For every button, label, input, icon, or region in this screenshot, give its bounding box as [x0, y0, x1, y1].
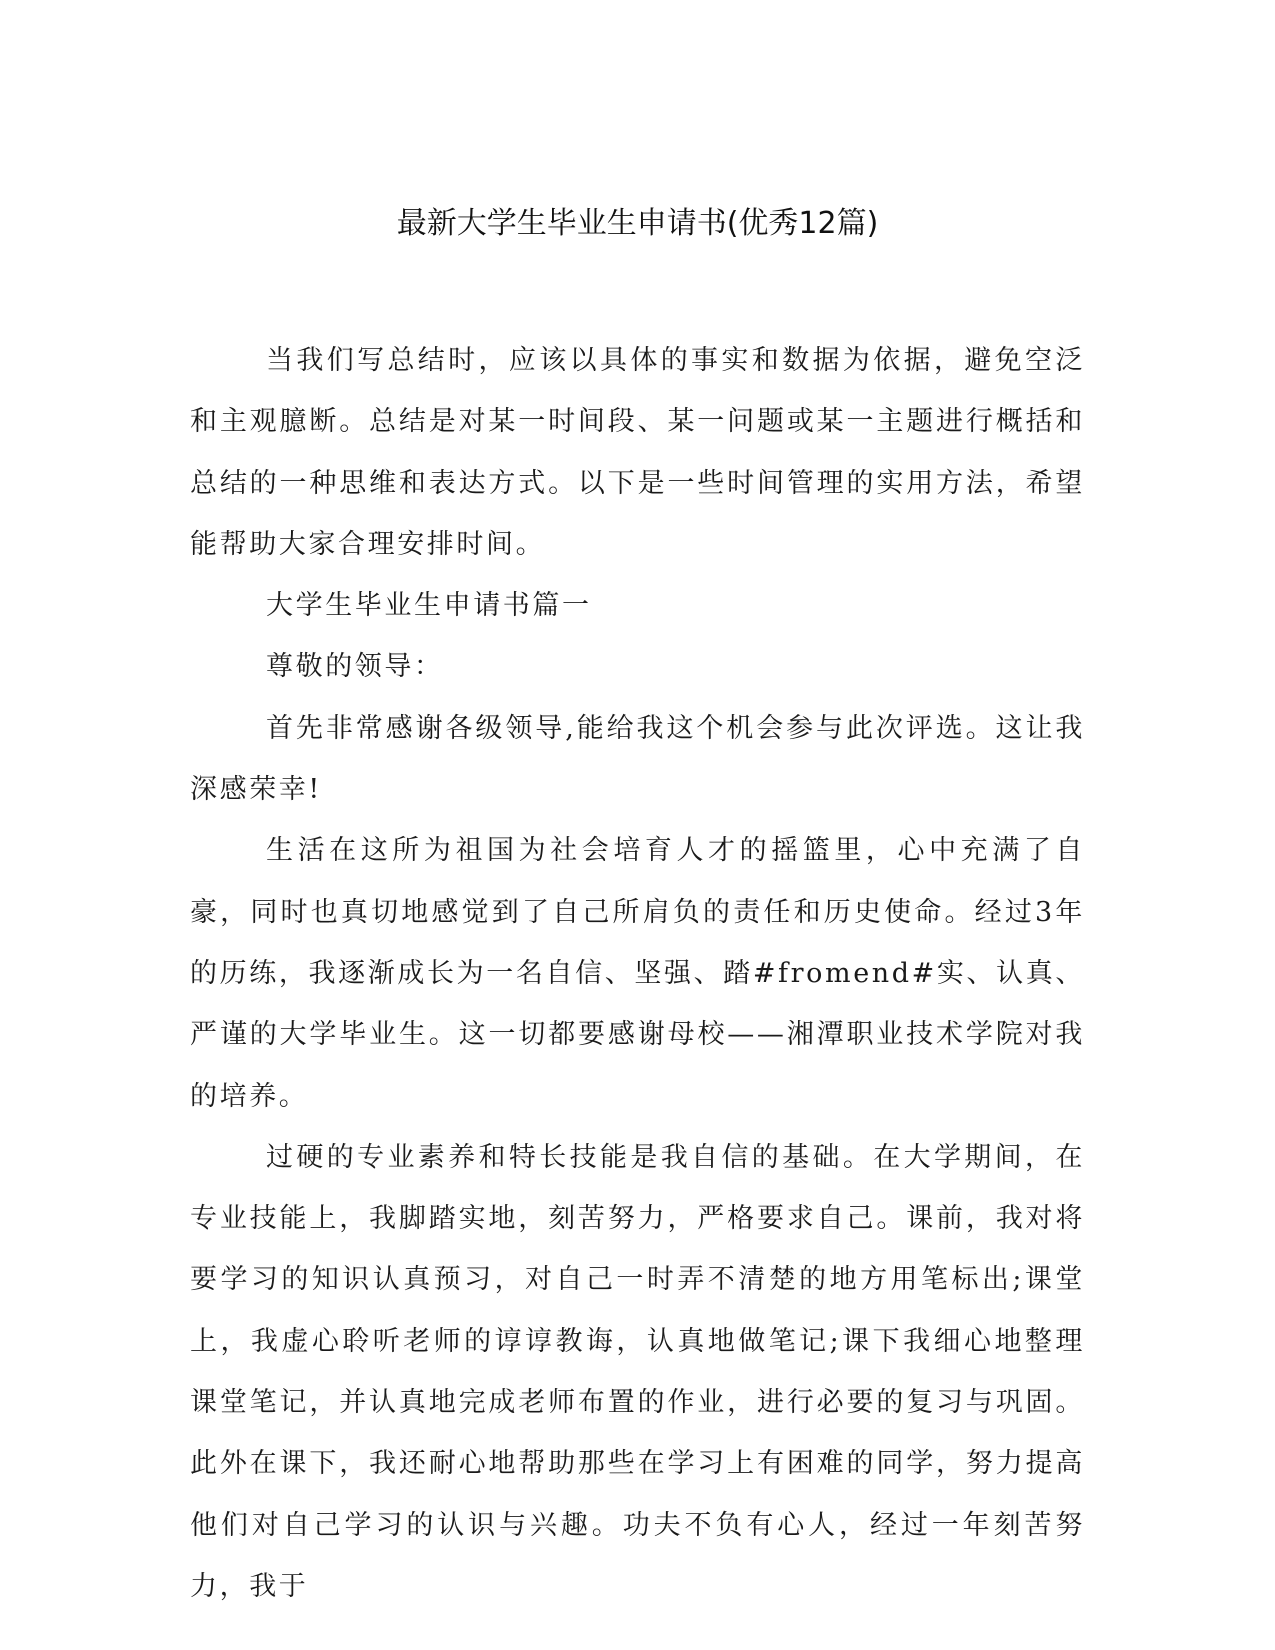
document-title: 最新大学生毕业生申请书(优秀12篇) — [396, 206, 879, 241]
body-paragraph: 生活在这所为祖国为社会培育人才的摇篮里，心中充满了自豪，同时也真切地感觉到了自己所肩负的责任和历史使命。经过3年的历练，我逐渐成长为一名自信、坚强、踏#fromend#实、认真、严谨的大学毕业生。这一切都要感谢母校——湘潭职业技术学院对我的培养。 — [190, 835, 1085, 1112]
body-paragraph: 首先非常感谢各级领导,能给我这个机会参与此次评选。这让我深感荣幸! — [190, 712, 1085, 806]
intro-paragraph: 当我们写总结时，应该以具体的事实和数据为依据，避免空泛和主观臆断。总结是对某一时间段、某一问题或某一主题进行概括和总结的一种思维和表达方式。以下是一些时间管理的实用方法，希望能帮助大家合理安排时间。 — [190, 345, 1085, 560]
document-body — [190, 330, 1085, 1617]
section-heading: 大学生毕业生申请书篇一 — [266, 590, 592, 622]
body-paragraph: 过硬的专业素养和特长技能是我自信的基础。在大学期间，在专业技能上，我脚踏实地，刻苦努力，严格要求自己。课前，我对将要学习的知识认真预习，对自己一时弄不清楚的地方用笔标出;课堂上，我虚心聆听老师的谆谆教诲，认真地做笔记;课下我细心地整理课堂笔记，并认真地完成老师布置的作业，进行必要的复习与巩固。此外在课下，我还耐心地帮助那些在学习上有困难的同学，努力提高他们对自己学习的认识与兴趣。功夫不负有心人，经过一年刻苦努力，我于 — [190, 1141, 1085, 1602]
salutation: 尊敬的领导： — [266, 651, 444, 683]
